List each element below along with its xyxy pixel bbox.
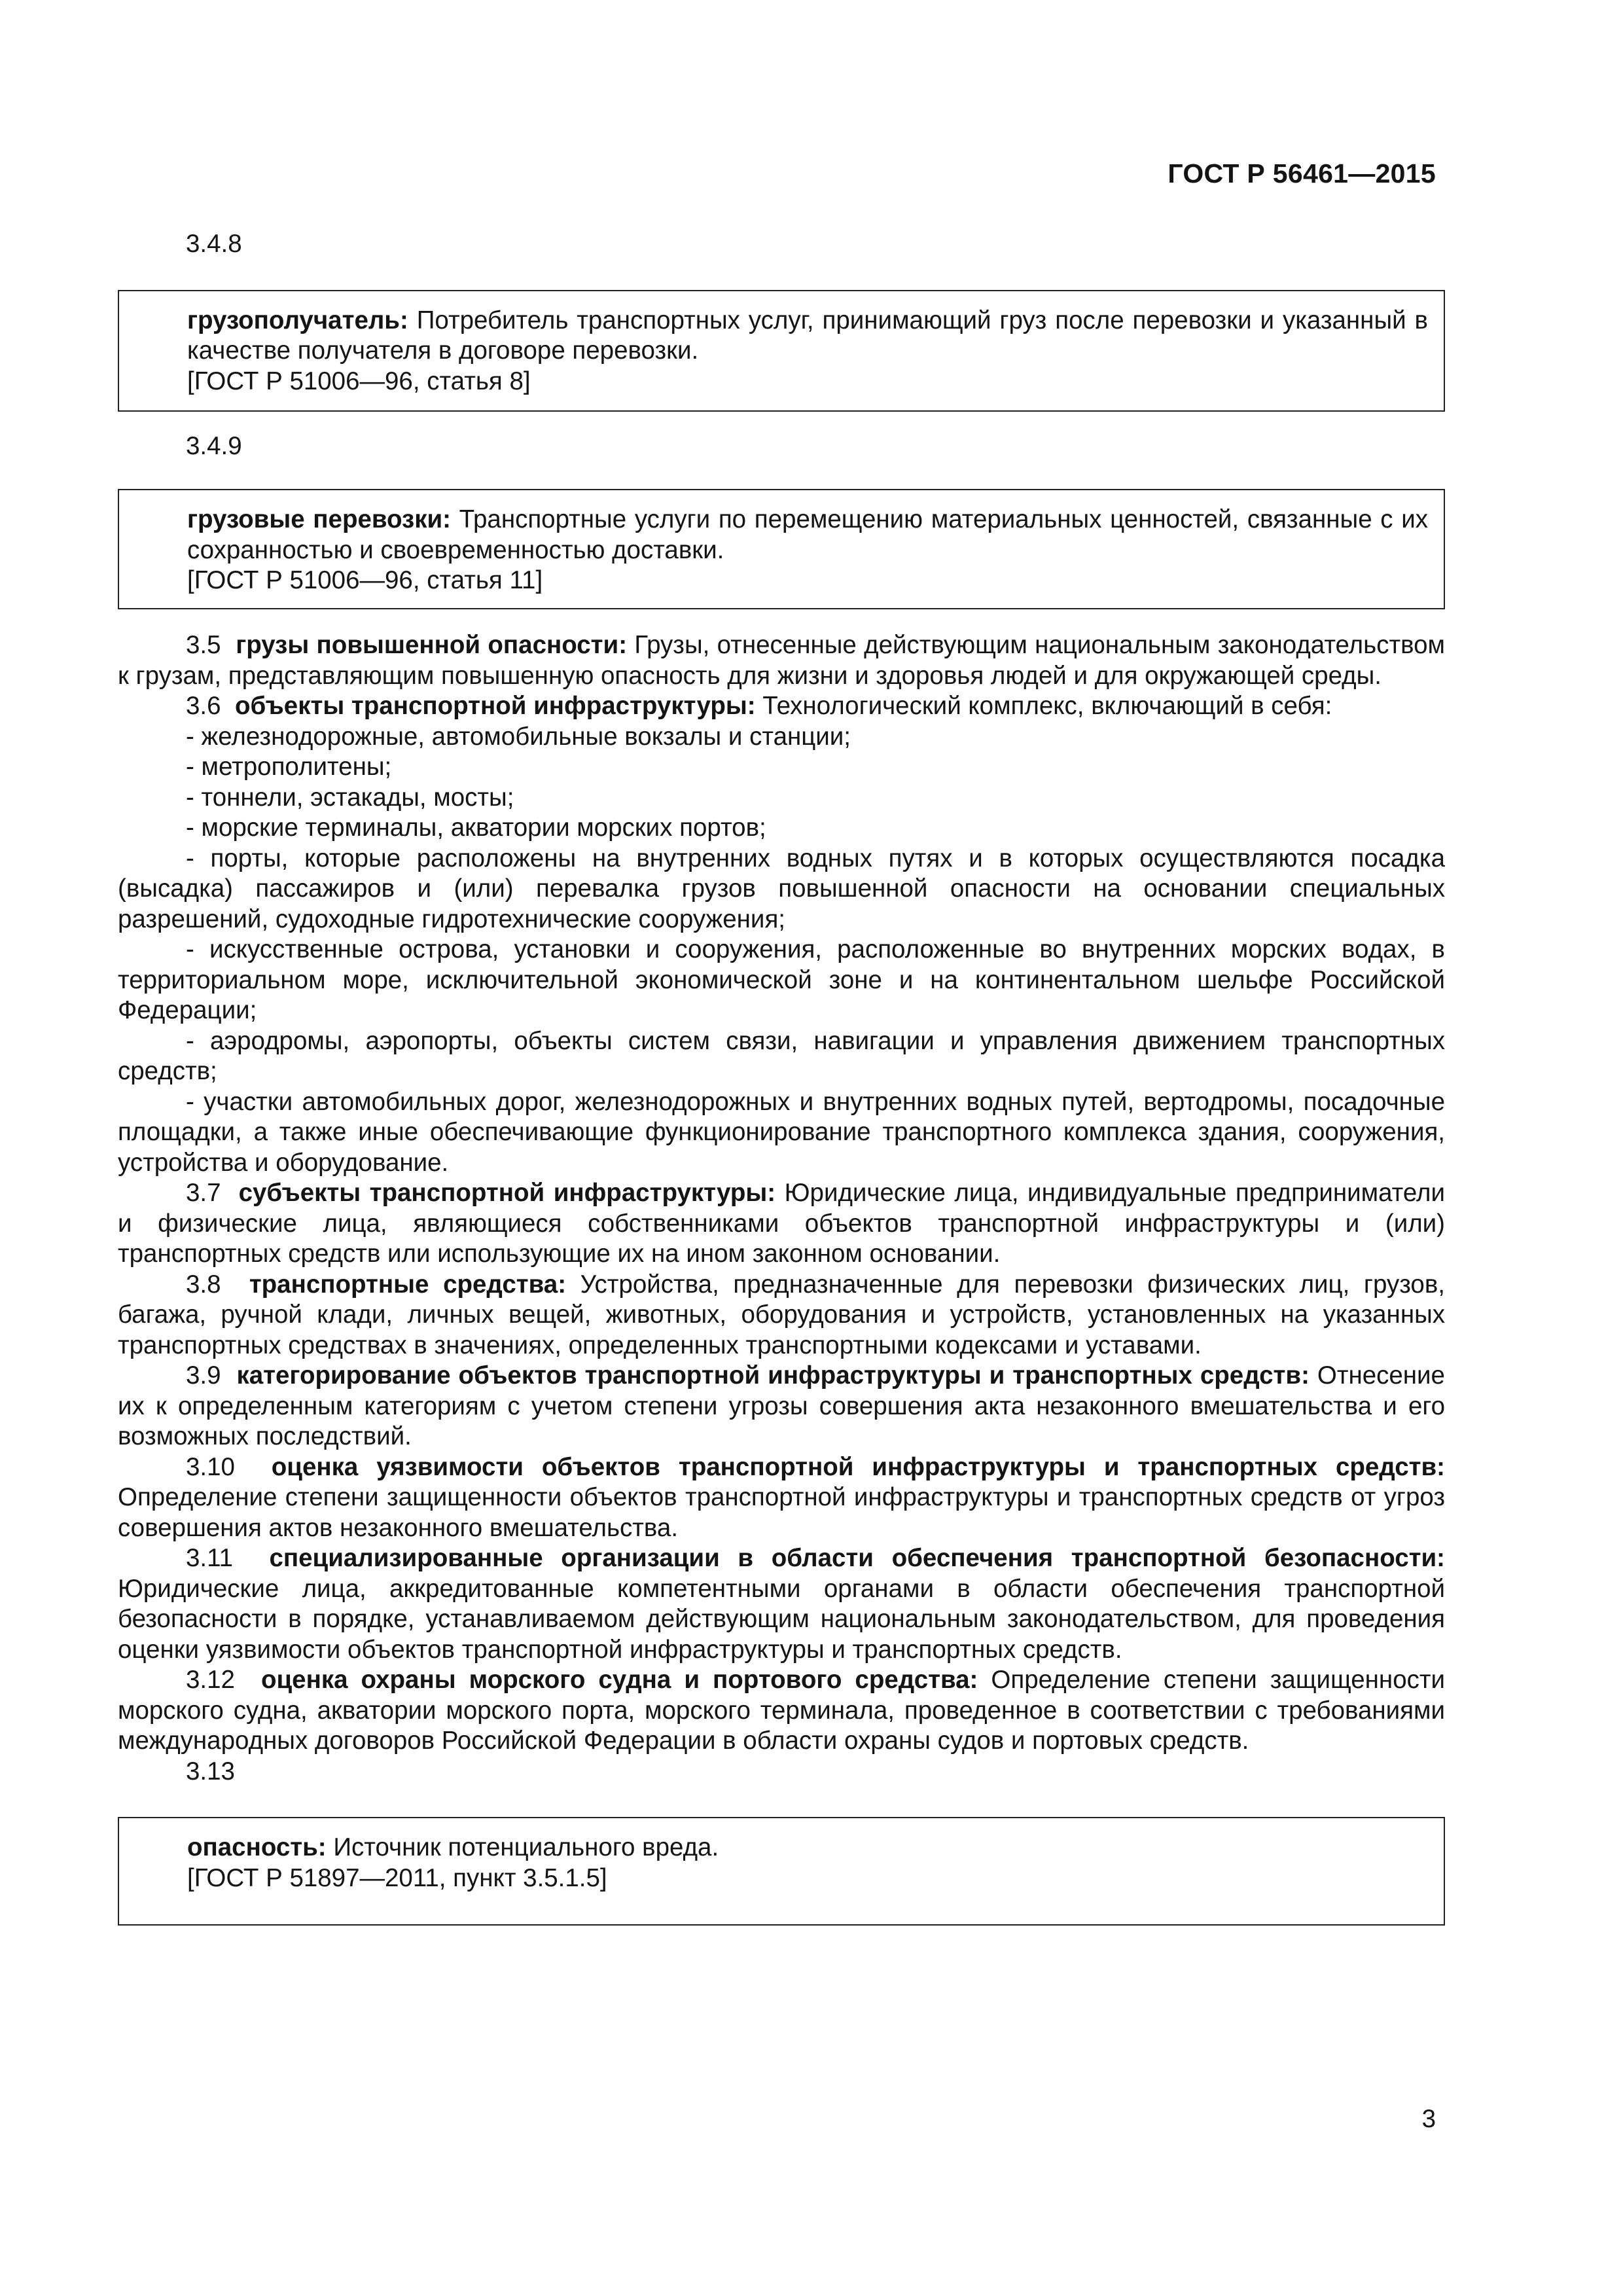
- term-title: специализированные организации в области обеспечения транспортной безопасности:: [269, 1544, 1445, 1572]
- term-title: объекты транспортной инфраструктуры:: [234, 692, 756, 720]
- term-3-10: 3.10 оценка уязвимости объектов транспортной инфраструктуры и транспортных средств: Определение степени защищенности объектов транспортной инфраструктуры и транспортных средств от угроз совершения актов незаконного вмешательства.: [118, 1452, 1445, 1542]
- term-3-9: 3.9 категорирование объектов транспортной инфраструктуры и транспортных средств: Отнесение их к определенным категориям с учетом степени угрозы совершения акта незаконного вмешательства и его возможных последствий.: [118, 1361, 1445, 1450]
- term-box-3-13: [118, 1817, 1445, 1926]
- document-id-header: ГОСТ Р 56461—2015: [1168, 158, 1436, 188]
- term-definition: опасность: Источник потенциального вреда.: [187, 1833, 719, 1861]
- term-source: [ГОСТ Р 51006—96, статья 8]: [187, 367, 531, 395]
- term-title: транспортные средства:: [249, 1270, 567, 1299]
- term-3-12: 3.12 оценка охраны морского судна и портового средства: Определение степени защищенности морского судна, акватории морского порта, морского терминала, проведенное в соответствии с требованиями международных договоров Российской Федерации в области охраны судов и портовых средств.: [118, 1666, 1445, 1755]
- term-3-8: 3.8 транспортные средства: Устройства, предназначенные для перевозки физических лиц, грузов, багажа, ручной клади, личных вещей, животных, оборудования и устройств, установленных на указанных транспортных средствах в значениях, определенных транспортными кодексами и уставами.: [118, 1270, 1445, 1359]
- list-item: - железнодорожные, автомобильные вокзалы и станции;: [186, 722, 851, 751]
- list-item: - искусственные острова, установки и сооружения, расположенные во внутренних морских водах, в территориальном море, исключительной экономической зоне и на континентальном шельфе Российской Федерации;: [118, 935, 1445, 1024]
- document-body: [118, 229, 1445, 1926]
- term-3-7: 3.7 субъекты транспортной инфраструктуры: Юридические лица, индивидуальные предприниматели и физические лица, являющиеся собственниками объектов транспортной инфраструктуры и (или) транспортных средств или использующие их на ином законном основании.: [118, 1179, 1445, 1268]
- list-item: - участки автомобильных дорог, железнодорожных и внутренних водных путей, вертодромы, посадочные площадки, а также иные обеспечивающие функционирование транспортного комплекса здания, сооружения, устройства и оборудование.: [118, 1087, 1445, 1177]
- term-title: категорирование объектов транспортной инфраструктуры и транспортных средств:: [236, 1361, 1310, 1390]
- term-number: 3.4.9: [186, 431, 242, 460]
- term-number: 3.13: [186, 1757, 235, 1785]
- term-definition: грузополучатель: Потребитель транспортных услуг, принимающий груз после перевозки и указанный в качестве получателя в договоре перевозки.: [187, 306, 1428, 365]
- list-item: - метрополитены;: [186, 753, 392, 781]
- term-title: оценка уязвимости объектов транспортной инфраструктуры и транспортных средств:: [271, 1452, 1445, 1481]
- term-title: грузополучатель:: [187, 306, 408, 334]
- list-item: - тоннели, эстакады, мосты;: [186, 783, 514, 812]
- list-item: - аэродромы, аэропорты, объекты систем связи, навигации и управления движением транспортных средств;: [118, 1026, 1445, 1085]
- term-source: [ГОСТ Р 51897—2011, пункт 3.5.1.5]: [187, 1863, 607, 1892]
- term-title: опасность:: [187, 1833, 327, 1861]
- term-3-6: 3.6 объекты транспортной инфраструктуры: Технологический комплекс, включающий в себя:: [186, 692, 1332, 720]
- term-title: оценка охраны морского судна и портового средства:: [260, 1666, 978, 1694]
- list-item: - порты, которые расположены на внутренних водных путях и в которых осуществляются посадка (высадка) пассажиров и (или) перевалка грузов повышенной опасности на основании специальных разрешений, судоходные гидротехнические сооружения;: [118, 844, 1445, 933]
- term-title: субъекты транспортной инфраструктуры:: [238, 1179, 776, 1207]
- term-box-3-4-8: [118, 290, 1445, 412]
- term-box-3-4-9: [118, 489, 1445, 609]
- term-3-5: 3.5 грузы повышенной опасности: Грузы, отнесенные действующим национальным законодательством к грузам, представляющим повышенную опасность для жизни и здоровья людей и для окружающей среды.: [118, 631, 1445, 690]
- term-number: 3.4.8: [186, 230, 242, 258]
- term-3-11: 3.11 специализированные организации в области обеспечения транспортной безопасности: Юридические лица, аккредитованные компетентными органами в области обеспечения транспортной безопасности в порядке, устанавливаемом действующим национальным законодательством, для проведения оценки уязвимости объектов транспортной инфраструктуры и транспортных средств.: [118, 1544, 1445, 1664]
- page-number: 3: [1421, 2105, 1436, 2133]
- list-item: - морские терминалы, акватории морских портов;: [186, 814, 766, 842]
- term-title: грузовые перевозки:: [187, 505, 451, 533]
- term-title: грузы повышенной опасности:: [236, 631, 628, 659]
- term-definition: грузовые перевозки: Транспортные услуги по перемещению материальных ценностей, связанные с их сохранностью и своевременностью доставки.: [187, 505, 1428, 564]
- term-source: [ГОСТ Р 51006—96, статья 11]: [187, 566, 543, 594]
